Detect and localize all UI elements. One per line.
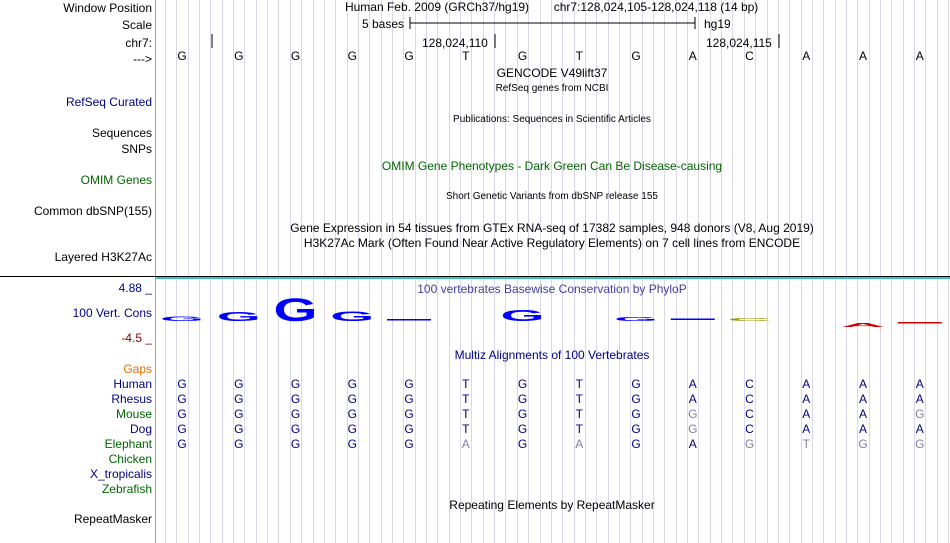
reference-base: T	[462, 49, 470, 63]
conservation-letter: G	[330, 308, 375, 325]
alignment-base: G	[234, 422, 244, 436]
refseq-track-title[interactable]: RefSeq genes from NCBI	[495, 83, 609, 94]
alignment-base: G	[347, 392, 357, 406]
alignment-base: T	[575, 407, 583, 421]
alignment-base: G	[744, 437, 755, 451]
conservation-track-title[interactable]: 100 vertebrates Basewise Conservation by PhyloP	[417, 282, 687, 296]
scale-label: Scale	[121, 18, 152, 32]
alignment-row	[0, 437, 950, 452]
alignment-base: G	[290, 377, 301, 391]
repeatmasker-track-title[interactable]: Repeating Elements by RepeatMasker	[449, 498, 655, 512]
alignment-base: C	[745, 392, 754, 406]
alignment-row	[0, 377, 950, 392]
dbsnp-track-title[interactable]: Short Genetic Variants from dbSNP release 155	[446, 191, 658, 202]
alignment-row	[0, 407, 950, 422]
sequences-track-label[interactable]: Sequences	[91, 126, 152, 140]
alignment-base: G	[915, 407, 925, 421]
omim-track-label[interactable]: OMIM Genes	[80, 173, 152, 187]
alignment-base: G	[858, 437, 868, 451]
reference-base: A	[915, 49, 924, 63]
alignment-base: G	[404, 422, 414, 436]
species-label-zebrafish[interactable]: Zebrafish	[101, 482, 152, 496]
conservation-letter: G	[500, 307, 545, 325]
reference-base: G	[404, 49, 414, 63]
alignment-row	[0, 452, 950, 467]
alignment-base: C	[745, 377, 754, 391]
species-label-elephant[interactable]: Elephant	[104, 437, 152, 451]
alignment-base: C	[745, 407, 754, 421]
alignment-base: G	[290, 407, 301, 421]
alignment-base: G	[517, 437, 528, 451]
alignment-base: A	[915, 377, 924, 391]
alignment-base: T	[575, 377, 583, 391]
alignment-base: G	[631, 377, 641, 391]
alignment-base: T	[462, 392, 470, 406]
scale-db: hg19	[704, 17, 731, 31]
cons-track-label[interactable]: 100 Vert. Cons	[72, 306, 152, 320]
omim-track-title[interactable]: OMIM Gene Phenotypes - Dark Green Can Be Disease-causing	[381, 159, 723, 173]
alignment-base: G	[631, 437, 641, 451]
reference-base: G	[177, 49, 187, 63]
scale-text: 5 bases	[362, 17, 405, 31]
species-label-human[interactable]: Human	[113, 377, 152, 391]
alignment-base: A	[858, 392, 867, 406]
alignment-base: G	[347, 377, 357, 391]
alignment-base: A	[858, 407, 867, 421]
alignment-base: G	[915, 437, 925, 451]
alignment-base: G	[517, 392, 528, 406]
h3k27ac-track-label[interactable]: Layered H3K27Ac	[54, 250, 152, 264]
alignment-base: T	[802, 437, 810, 451]
alignment-base: T	[462, 407, 470, 421]
alignment-base: A	[858, 377, 867, 391]
reference-base: G	[290, 49, 301, 63]
alignment-base: G	[177, 422, 187, 436]
conservation-letter: A	[840, 321, 887, 329]
alignment-base: G	[290, 437, 301, 451]
conservation-letter: C	[727, 317, 772, 322]
conservation-letter: G	[160, 315, 204, 323]
alignment-base: G	[631, 392, 641, 406]
alignment-base: G	[517, 407, 528, 421]
alignment-base: A	[688, 437, 697, 451]
conservation-bar	[387, 319, 431, 321]
reference-base: G	[631, 49, 641, 63]
alignment-base: G	[234, 377, 244, 391]
alignment-base: A	[802, 407, 811, 421]
alignment-base: G	[404, 377, 414, 391]
alignment-base: A	[915, 392, 924, 406]
alignment-base: G	[234, 407, 244, 421]
alignment-base: A	[915, 422, 924, 436]
alignment-base: A	[688, 392, 697, 406]
alignment-base: G	[631, 422, 641, 436]
alignment-row	[0, 482, 950, 497]
cons-min-label: -4.5 _	[121, 331, 152, 345]
alignment-base: A	[575, 437, 584, 451]
alignment-base: T	[575, 392, 583, 406]
species-label-chicken[interactable]: Chicken	[108, 452, 152, 466]
dbsnp-track-label[interactable]: Common dbSNP(155)	[33, 204, 152, 218]
alignment-base: G	[517, 422, 528, 436]
cons-max-label: 4.88 _	[118, 281, 152, 295]
alignment-base: G	[688, 407, 698, 421]
alignment-base: A	[802, 422, 811, 436]
strand-label: --->	[133, 52, 152, 66]
alignment-base: A	[802, 377, 811, 391]
species-label-dog[interactable]: Dog	[129, 422, 152, 436]
window-position-label: Window Position	[63, 1, 152, 15]
alignment-base: G	[290, 392, 301, 406]
refseq-track-label[interactable]: RefSeq Curated	[65, 95, 152, 109]
chrom-label: chr7:	[125, 36, 152, 50]
alignment-row	[0, 392, 950, 407]
alignment-base: G	[177, 392, 187, 406]
alignment-base: G	[290, 422, 301, 436]
alignment-base: A	[688, 377, 697, 391]
gaps-track-label[interactable]: Gaps	[123, 362, 152, 376]
alignment-base: G	[347, 407, 357, 421]
alignment-base: G	[517, 377, 528, 391]
alignment-base: G	[177, 377, 187, 391]
reference-base: A	[688, 49, 697, 63]
snps-track-label[interactable]: SNPs	[121, 142, 152, 156]
alignment-base: G	[404, 407, 414, 421]
alignment-base: G	[404, 392, 414, 406]
position-tick-1: 128,024,110	[422, 36, 488, 50]
alignment-base: G	[177, 407, 187, 421]
species-label-rhesus[interactable]: Rhesus	[111, 392, 152, 406]
alignment-base: A	[858, 422, 867, 436]
alignment-base: A	[461, 437, 470, 451]
reference-base: G	[234, 49, 244, 63]
alignment-base: G	[234, 437, 244, 451]
conservation-letter: G	[273, 292, 318, 329]
multiz-track-title[interactable]: Multiz Alignments of 100 Vertebrates	[454, 348, 650, 362]
alignment-base: C	[745, 422, 754, 436]
alignment-base: G	[631, 407, 641, 421]
h3k27ac-track-title[interactable]: H3K27Ac Mark (Often Found Near Active Regulatory Elements) on 7 cell lines from ENCODE	[303, 236, 801, 250]
position-range: chr7:128,024,105-128,024,118 (14 bp)	[553, 0, 759, 14]
alignment-base: T	[462, 377, 470, 391]
reference-base: T	[575, 49, 583, 63]
alignment-base: G	[688, 422, 698, 436]
conservation-bar	[671, 319, 715, 321]
gencode-track-title[interactable]: GENCODE V49lift37	[496, 66, 608, 80]
species-label-x_tropicalis[interactable]: X_tropicalis	[89, 467, 152, 481]
reference-base: A	[802, 49, 811, 63]
alignment-base: G	[404, 437, 414, 451]
alignment-row	[0, 467, 950, 482]
species-label-mouse[interactable]: Mouse	[115, 407, 152, 421]
conservation-letter: G	[614, 315, 658, 323]
alignment-base: T	[575, 422, 583, 436]
publications-track-title[interactable]: Publications: Sequences in Scientific Articles	[453, 114, 651, 125]
alignment-base: G	[177, 437, 187, 451]
repeatmasker-track-label[interactable]: RepeatMasker	[73, 512, 152, 526]
alignment-base: T	[462, 422, 470, 436]
reference-base: G	[517, 49, 528, 63]
conservation-bar	[898, 322, 942, 324]
reference-base: C	[745, 49, 754, 63]
reference-base: A	[858, 49, 867, 63]
position-tick-2: 128,024,115	[706, 36, 772, 50]
alignment-base: A	[802, 392, 811, 406]
alignment-base: G	[234, 392, 244, 406]
gtex-track-title[interactable]: Gene Expression in 54 tissues from GTEx RNA-seq of 17382 samples, 948 donors (V8, Aug 2019)	[290, 221, 814, 235]
conservation-letter: G	[216, 310, 261, 325]
assembly-title: Human Feb. 2009 (GRCh37/hg19)	[344, 0, 530, 14]
alignment-base: G	[347, 422, 357, 436]
alignment-row	[0, 422, 950, 437]
alignment-base: G	[347, 437, 357, 451]
reference-base: G	[347, 49, 357, 63]
